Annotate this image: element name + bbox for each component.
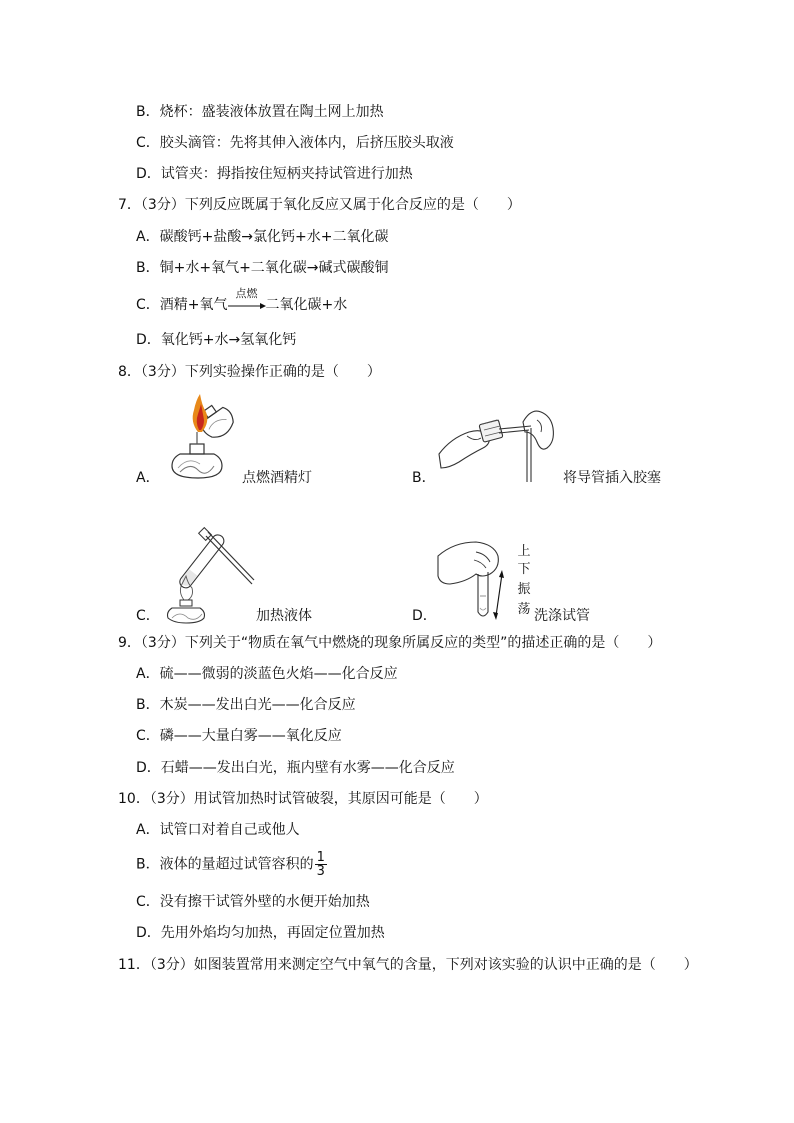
- q8-option-c-letter: C．: [136, 608, 160, 624]
- q7-option-c-products: 二氧化碳+水: [265, 297, 348, 313]
- q9-stem: 9．（3分）下列关于“物质在氧气中燃烧的现象所属反应的类型”的描述正确的是（ ）: [118, 635, 662, 651]
- fraction-denominator: 3: [316, 864, 325, 879]
- q10-stem: 10．（3分）用试管加热时试管破裂，其原因可能是（ ）: [118, 791, 488, 807]
- q8-option-d-letter: D．: [412, 608, 437, 624]
- q6-option-d: D．试管夹：拇指按住短柄夹持试管进行加热: [136, 166, 413, 182]
- q8-d-vertical-char-2: 下: [517, 562, 531, 577]
- fraction-numerator: 1: [316, 850, 325, 865]
- alcohol-lamp-lighting-figure: [160, 392, 240, 484]
- q6-option-b: B．烧杯：盛装液体放置在陶土网上加热: [136, 104, 384, 120]
- reaction-condition-arrow: [228, 287, 266, 313]
- q9-option-d: D．石蜡——发出白光，瓶内壁有水雾——化合反应: [136, 760, 455, 776]
- q6-option-c: C．胶头滴管：先将其伸入液体内，后挤压胶头取液: [136, 135, 454, 151]
- q7-option-c: [136, 287, 348, 315]
- q7-stem: 7．（3分）下列反应既属于氧化反应又属于化合反应的是（ ）: [118, 197, 521, 213]
- heating-liquid-figure: [160, 522, 256, 624]
- long-arrow-icon: [228, 303, 266, 309]
- q8-d-vertical-char-1: 上: [517, 544, 531, 559]
- q8-option-b-caption: 将导管插入胶塞: [563, 470, 661, 486]
- q10-option-d: D．先用外焰均匀加热，再固定位置加热: [136, 925, 385, 941]
- q8-option-a-caption: 点燃酒精灯: [242, 470, 312, 486]
- shaking-test-tube-figure: [436, 538, 512, 620]
- q7-option-d: D．氧化钙+水→氢氧化钙: [136, 332, 297, 348]
- q10-option-c: C．没有擦干试管外壁的水便开始加热: [136, 894, 370, 910]
- q10-option-b-text: B．液体的量超过试管容积的: [136, 856, 314, 873]
- q8-option-b-letter: B．: [412, 470, 436, 486]
- fraction-one-third: [315, 851, 327, 878]
- reaction-condition-label: 点燃: [235, 287, 258, 300]
- q10-option-b: [136, 851, 327, 878]
- q7-option-c-reactants: C．酒精+氧气: [136, 297, 228, 313]
- q8-d-vertical-char-3: 振: [517, 582, 531, 597]
- q8-option-d-caption: 洗涤试管: [534, 608, 590, 624]
- q8-option-c-caption: 加热液体: [256, 608, 312, 624]
- q11-stem: 11．（3分）如图装置常用来测定空气中氧气的含量，下列对该实验的认识中正确的是（ ）: [118, 957, 698, 973]
- q8-stem: 8．（3分）下列实验操作正确的是（ ）: [118, 364, 381, 380]
- q9-option-b: B．木炭——发出白光——化合反应: [136, 697, 356, 713]
- q8-d-vertical-char-4: 荡: [517, 602, 531, 617]
- q10-option-a: A．试管口对着自己或他人: [136, 822, 300, 838]
- tube-into-stopper-figure: [437, 402, 557, 484]
- q9-option-a: A．硫——微弱的淡蓝色火焰——化合反应: [136, 666, 398, 682]
- q8-option-a-letter: A．: [136, 470, 160, 486]
- q7-option-b: B．铜+水+氧气+二氧化碳→碱式碳酸铜: [136, 260, 389, 276]
- q9-option-c: C．磷——大量白雾——氧化反应: [136, 728, 342, 744]
- q7-option-a: A．碳酸钙+盐酸→氯化钙+水+二氧化碳: [136, 229, 389, 245]
